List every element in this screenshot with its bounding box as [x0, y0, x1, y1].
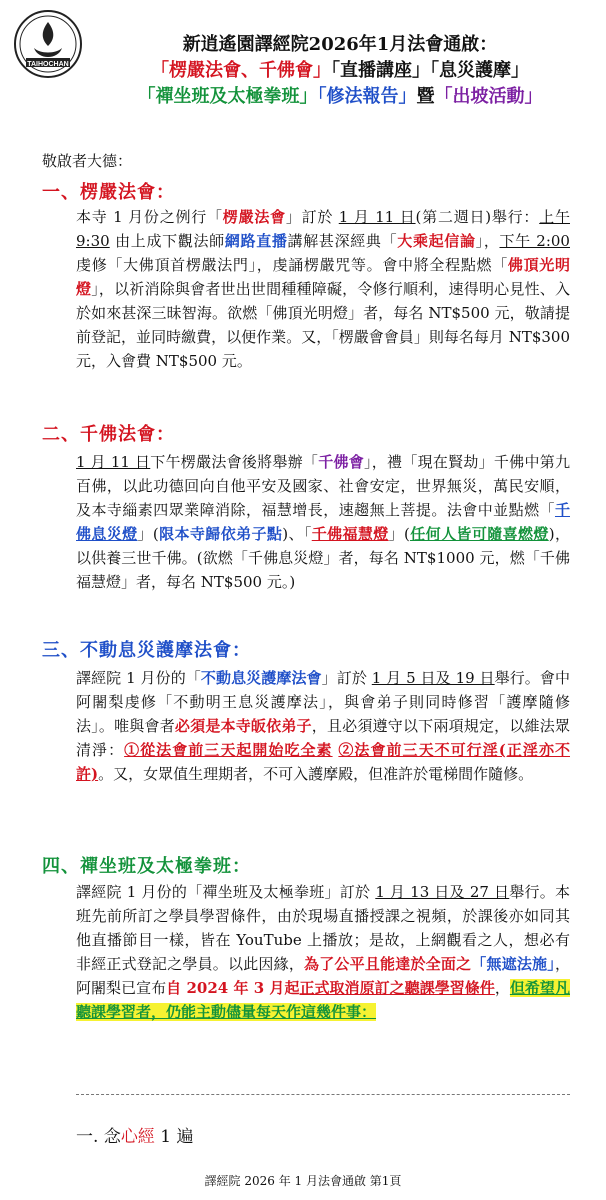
- title-line-1: 新逍遙園譯經院2026年1月法會通啟：: [182, 34, 498, 55]
- salutation: 敬啟者大德：: [42, 152, 133, 170]
- logo-text: TAIHOCHAN: [27, 61, 69, 68]
- divider: [76, 1094, 570, 1095]
- title-line-3: 「禪坐班及太極拳班」「修法報告」暨「出坡活動」: [137, 86, 543, 107]
- page-footer: 譯經院 2026 年 1 月法會通啟 第1頁: [204, 1174, 402, 1188]
- section-heading-2: 二、千佛法會：: [42, 424, 175, 445]
- notice-title: [80, 32, 600, 110]
- section-heading-1: 一、楞嚴法會：: [42, 182, 175, 203]
- section-heading-4: 四、禪坐班及太極拳班：: [42, 856, 251, 877]
- section-body-3: 譯經院 1 月份的「不動息災護摩法會」訂於 1 月 5 日及 19 日舉行。會中阿闍梨虔修「不動明王息災護摩法」，與會弟子則同時修習「護摩隨修法」。唯與會者必須是本寺皈依弟子，且必須遵守以下兩項規定，以維法眾清淨：①從法會前三天起開始吃全素 ②法會前三天不可行淫(正淫亦不許)。又，女眾值生理期者，不可入護摩殿，但准許於電梯間作隨修。: [76, 669, 570, 783]
- temple-logo: [12, 8, 84, 80]
- title-line-2: 「楞嚴法會、千佛會」「直播講座」「息災護摩」: [151, 60, 529, 81]
- practice-item-1: 一. 念心經 1 遍: [76, 1127, 194, 1147]
- section-body-1: 本寺 1 月份之例行「楞嚴法會」訂於 1 月 11 日(第二週日)舉行：上午 9:30 由上成下觀法師網路直播講解甚深經典「大乘起信論」，下午 2:00 虔修「大佛頂首楞嚴法門」，虔誦楞嚴咒等。會中將全程點燃「佛頂光明燈」，以祈消除與會者世出世間種種障礙，令修行順利，速得明心見性、入於如來甚深三昧智海。欲燃「佛頂光明燈」者，每名 NT$500 元，敬請提前登記，並同時繳費，以便作業。又，「楞嚴會會員」則每名每月 NT$300 元，入會費 NT$500 元。: [76, 208, 570, 370]
- section-body-4: 譯經院 1 月份的「禪坐班及太極拳班」訂於 1 月 13 日及 27 日舉行。本班先前所訂之學員學習條件，由於現場直播授課之視頻，於課後亦如同其他直播節目一樣，皆在 YouTube 上播放；是故，上網觀看之人，想必有非經正式登記之學員。以此因緣，為了公平且能達於全面之「無遮法施」，阿闍梨已宣布自 2024 年 3 月起正式取消原訂之聽課學習條件，但希望凡聽課學習者，仍能主動儘量每天作這幾件事：: [76, 883, 570, 1021]
- section-body-2: 1 月 11 日下午楞嚴法會後將舉辦「千佛會」，禮「現在賢劫」千佛中第九百佛，以此功德回向自他平安及國家、社會安定，世界無災，萬民安順，及本寺緇素四眾業障消除，福慧增長，速趨無上菩提。法會中並點燃「千佛息災燈」(限本寺歸依弟子點)、「千佛福慧燈」(任何人皆可隨喜燃燈)，以供養三世千佛。(欲燃「千佛息災燈」者，每名 NT$1000 元，燃「千佛福慧燈」者，每名 NT$500 元。): [76, 453, 570, 591]
- section-heading-3: 三、不動息災護摩法會：: [42, 640, 251, 661]
